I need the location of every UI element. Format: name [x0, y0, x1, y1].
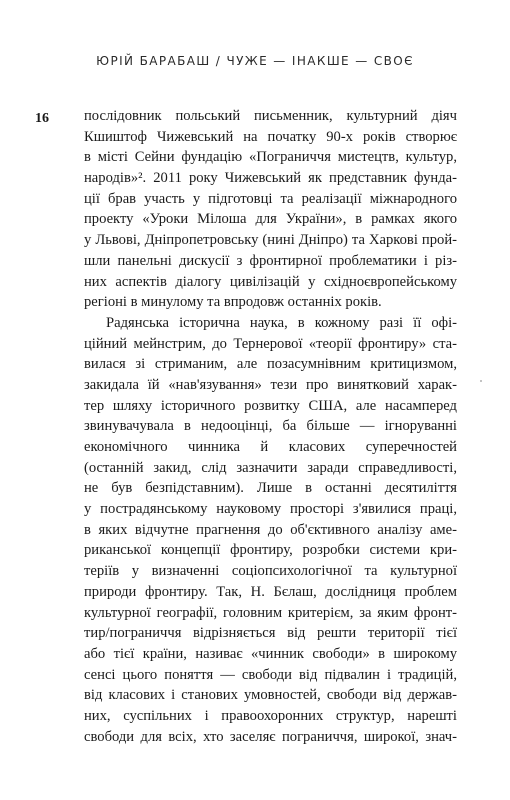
- text-line: у пострадянському науковому просторі з'явилися праці,: [84, 501, 457, 518]
- page-speck: [480, 380, 482, 382]
- running-head: ЮРІЙ БАРАБАШ / ЧУЖЕ — ІНАКШЕ — СВОЄ: [96, 54, 414, 68]
- paragraph-first-line: Радянська історична наука, в кожному разі її офі-: [106, 314, 457, 331]
- text-line: теріїв у визначенні соціопсихологічної та культурної: [84, 563, 457, 580]
- text-line: проекту «Уроки Мілоша для України», в рамках якого: [84, 211, 457, 228]
- text-line: у Львові, Дніпропетровську (нині Дніпро) та Харкові прой-: [84, 232, 457, 249]
- text-line: вилася зі стриманим, але позасумнівним критицизмом,: [84, 356, 457, 373]
- text-line: послідовник польський письменник, культурний діяч: [84, 108, 457, 124]
- text-line: тер шляху історичного розвитку США, але насамперед: [84, 397, 457, 414]
- text-line: культурної географії, головним критерієм, за яким фронт-: [84, 604, 457, 621]
- text-line: ційний мейнстрим, до Тернерової «теорії фронтиру» ста-: [84, 335, 457, 352]
- text-line: сенсі цього поняття — свободи від підвалин і традицій,: [84, 666, 457, 683]
- text-line: природи фронтиру. Так, Н. Бєлаш, дослідниця проблем: [84, 583, 457, 600]
- text-line: в місті Сейни фундацію «Пограниччя мистецтв, культур,: [84, 149, 457, 166]
- text-line: них, суспільних і правоохоронних структур, нарешті: [84, 707, 457, 724]
- text-line: регіоні в минулому та впродовж останніх років.: [84, 294, 382, 311]
- text-line: звинувачувала в недооцінці, ба більше — ігноруванні: [84, 418, 457, 435]
- text-line: Кшиштоф Чижевський на початку 90-х років створює: [84, 128, 457, 145]
- text-line: ції брав участь у підготовці та реалізації міжнародного: [84, 190, 457, 207]
- text-line: народів»². 2011 року Чижевський як представник фунда-: [84, 170, 457, 187]
- body-text: [84, 106, 457, 747]
- page-number: 16: [35, 111, 49, 126]
- text-line: закидала їй «нав'язування» тези про винятковий харак-: [84, 376, 457, 393]
- text-line: шли панельні дискусії з фронтирної проблематики і різ-: [84, 252, 457, 269]
- text-line: (останній закид, слід зазначити заради справедливості,: [84, 459, 457, 476]
- text-line: економічного чинника й класових суперечностей: [84, 439, 457, 455]
- text-line: них аспектів діалогу цивілізацій у східноєвропейському: [84, 273, 457, 290]
- text-line: не був безпідставним). Лише в останні десятиліття: [84, 480, 457, 497]
- text-line: свободи для всіх, хто заселяє пограниччя, широкої, знач-: [84, 728, 457, 745]
- text-line: в яких відчутне прагнення до об'єктивного аналізу аме-: [84, 521, 457, 538]
- text-line: або тієї країни, називає «чинник свободи» в широкому: [84, 645, 457, 662]
- text-line: риканської концепції фронтиру, розробки системи кри-: [84, 542, 457, 559]
- text-line: тир/пограниччя відрізняється від решти території тієї: [84, 625, 457, 642]
- text-line: від класових і станових умовностей, свободи від держав-: [84, 687, 457, 704]
